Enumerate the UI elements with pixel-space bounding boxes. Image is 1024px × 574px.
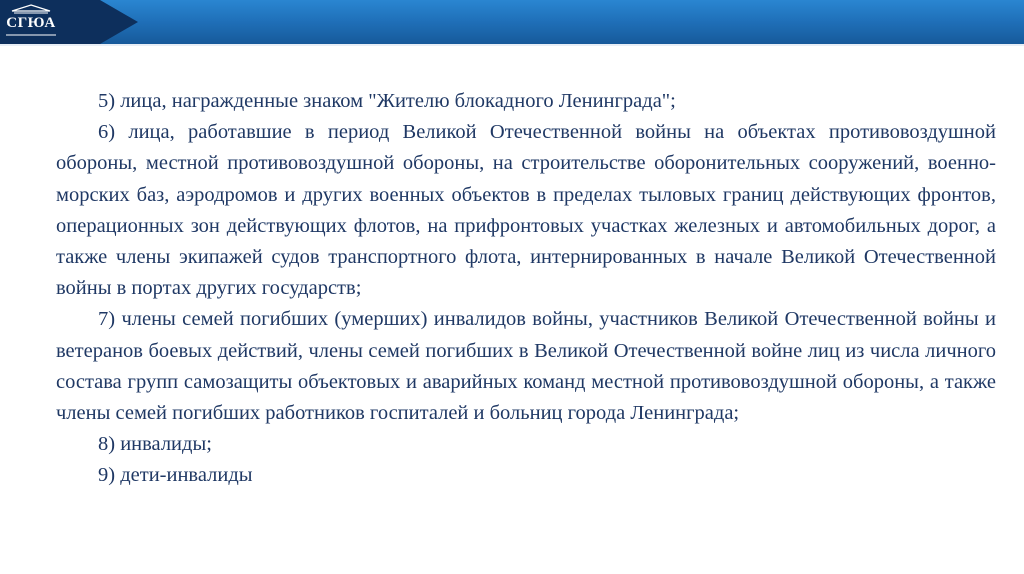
paragraph-7: 7) члены семей погибших (умерших) инвалидов войны, участников Великой Отечественной войны и ветеранов боевых действий, члены семей погибших в Великой Отечественной войне лиц из числа личного состава групп самозащиты объектовых и аварийных команд местной противовоздушной обороны, а также члены семей погибших работников госпиталей и больниц города Ленинграда;: [56, 308, 996, 425]
logo-underline: [2, 33, 60, 37]
header-blue-strip: [0, 0, 1024, 44]
body-text: [56, 86, 996, 492]
header-band-graphic: [0, 0, 1024, 56]
paragraph-6: 6) лица, работавшие в период Великой Отечественной войны на объектах противовоздушной обороны, местной противовоздушной обороны, на строительстве оборонительных сооружений, военно-морских баз, аэродромов и других военных объектов в пределах тыловых границ действующих фронтов, операционных зон действующих флотов, на прифронтовых участках железных и автомобильных дорог, а также члены экипажей судов транспортного флота, интернированных в начале Великой Отечественной войны в портах других государств;: [56, 121, 996, 300]
header-band: [0, 0, 1024, 56]
header-divider: [0, 44, 1024, 46]
paragraph-5: 5) лица, награжденные знаком "Жителю блокадного Ленинграда";: [98, 90, 676, 112]
paragraph-9: 9) дети-инвалиды: [98, 464, 253, 487]
paragraph-8: 8) инвалиды;: [98, 433, 212, 456]
logo: [2, 4, 60, 34]
logo-text: СГЮА: [6, 15, 56, 31]
